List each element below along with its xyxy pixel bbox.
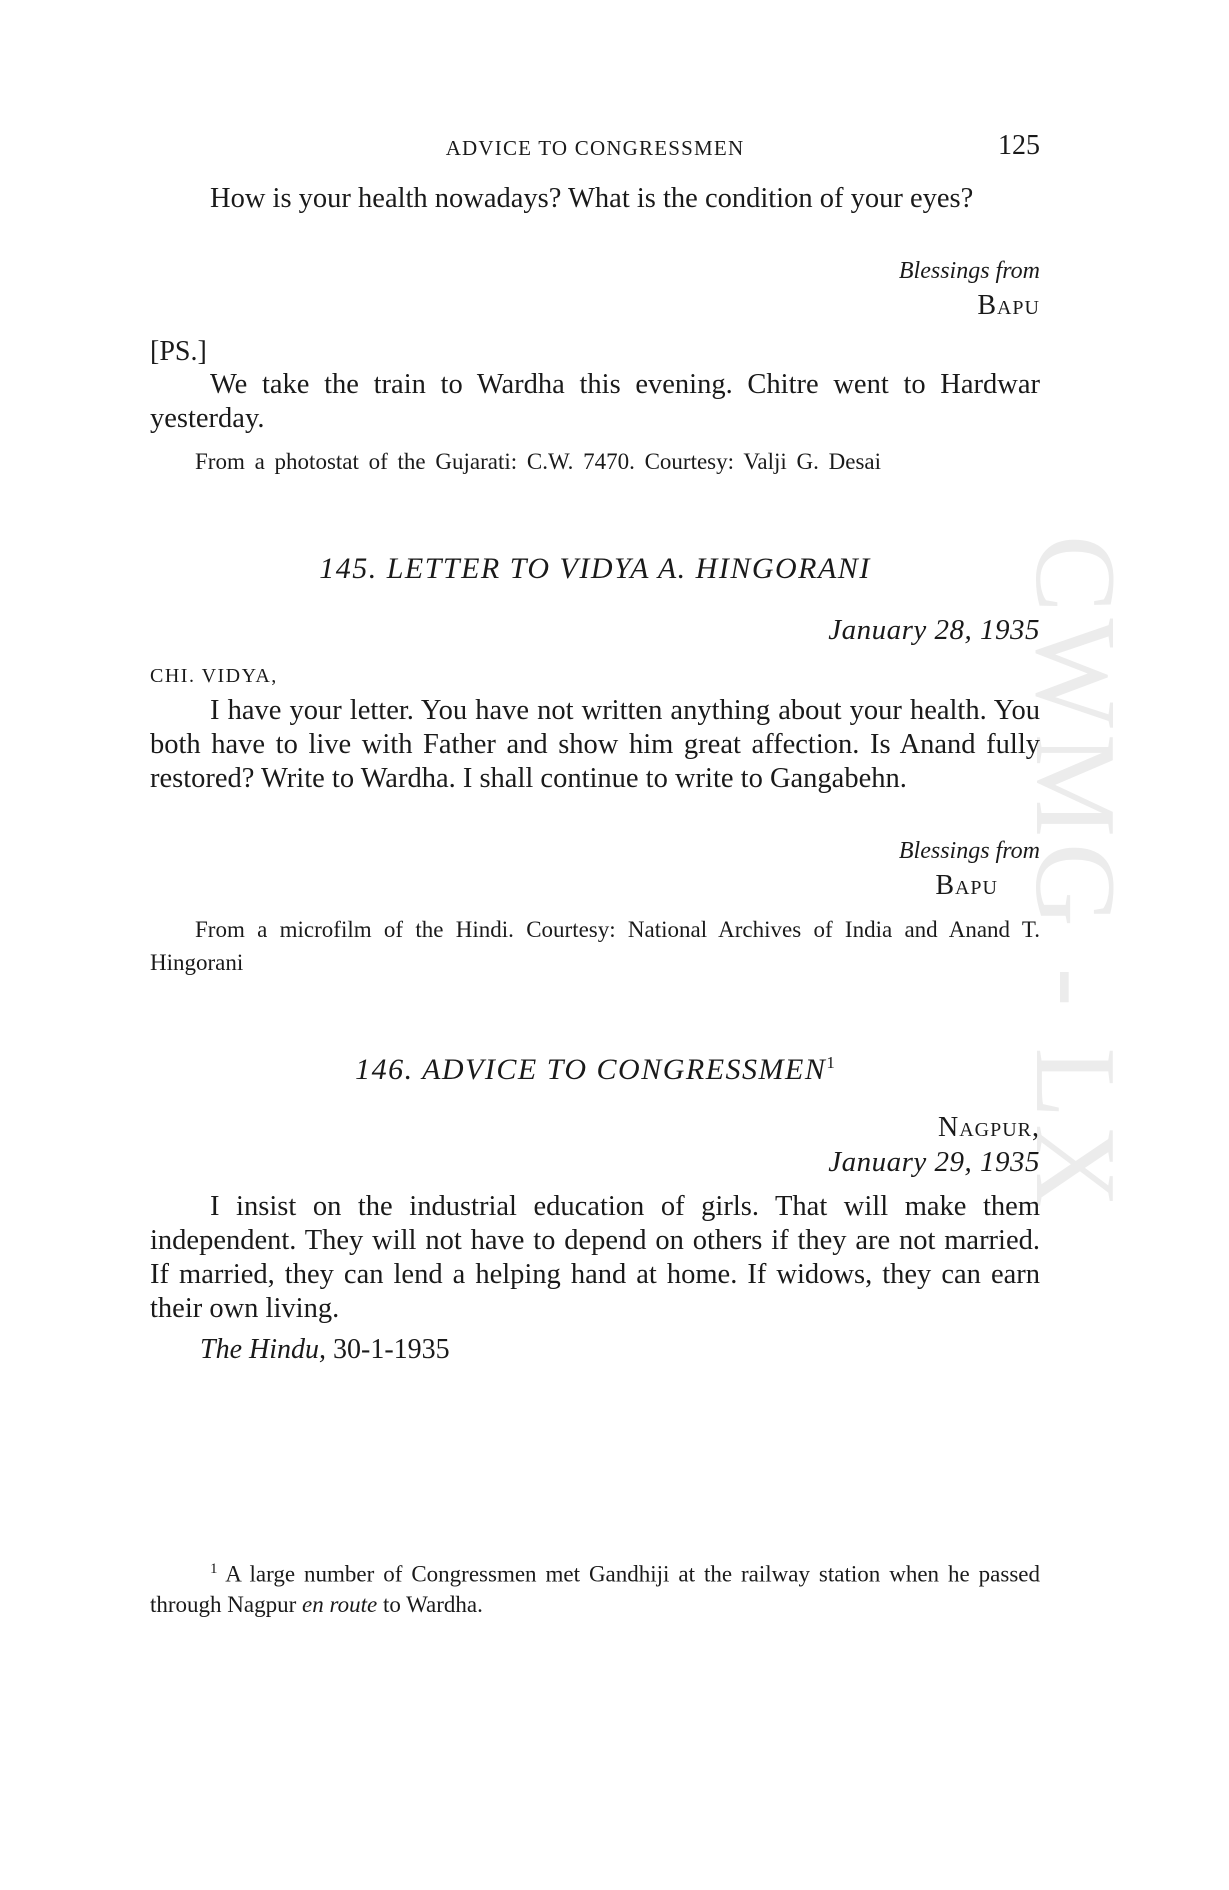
salutation: CHI. VIDYA, [150, 665, 278, 687]
letter-145-signature: Bapu [935, 870, 998, 901]
page-number: 125 [998, 130, 1040, 161]
heading-146-text: 146. ADVICE TO CONGRESSMEN [355, 1053, 827, 1086]
letter-145-body: I have your letter. You have not written anything about your health. You both have to live with Father and show him great affection. Is Anand fully restored? Write to Wardha. I shall continue to write to Gangabehn. [150, 695, 1040, 794]
footnote-text-italic: en route [302, 1591, 378, 1617]
heading-145: 145. LETTER TO VIDYA A. HINGORANI [319, 552, 871, 585]
prev-letter-body: How is your health nowadays? What is the condition of your eyes? [210, 183, 974, 214]
item-146-body: I insist on the industrial education of girls. That will make them independent. They will not have to depend on others if they are not married. If married, they can lend a helping hand at home. If widows, they can earn their own living. [150, 1191, 1040, 1324]
ps-label: [PS.] [150, 336, 207, 367]
citation-date: 30-1-1935 [326, 1334, 450, 1365]
page [150, 0, 1040, 1890]
date-145: January 28, 1935 [828, 614, 1040, 646]
letter-145-source: From a microfilm of the Hindi. Courtesy: National Archives of India and Anand T. Hingorani [150, 917, 1040, 975]
running-head: ADVICE TO CONGRESSMEN [445, 136, 745, 160]
footnote-text-before: A large number of Congressmen met Gandhiji at the railway station when he passed through Nagpur [150, 1561, 1040, 1617]
place: Nagpur, [937, 1112, 1040, 1143]
footnote-text-after: to Wardha. [377, 1591, 483, 1617]
watermark: CWMG - LX [1011, 535, 1139, 1215]
citation-title: The Hindu, [200, 1334, 326, 1365]
date-146: January 29, 1935 [828, 1146, 1040, 1178]
heading-146 [150, 1053, 1040, 1087]
prev-letter-source: From a photostat of the Gujarati: C.W. 7470. Courtesy: Valji G. Desai [195, 449, 882, 474]
footnote [150, 1554, 1040, 1620]
prev-letter-closing: Blessings from [898, 258, 1040, 284]
citation [200, 1334, 450, 1366]
prev-letter-signature: Bapu [977, 290, 1040, 321]
footnote-number: 1 [210, 1561, 218, 1577]
ps-body: We take the train to Wardha this evening. Chitre went to Hardwar yesterday. [150, 369, 1040, 434]
footnote-ref: 1 [826, 1053, 835, 1072]
letter-145-closing: Blessings from [898, 838, 1040, 864]
